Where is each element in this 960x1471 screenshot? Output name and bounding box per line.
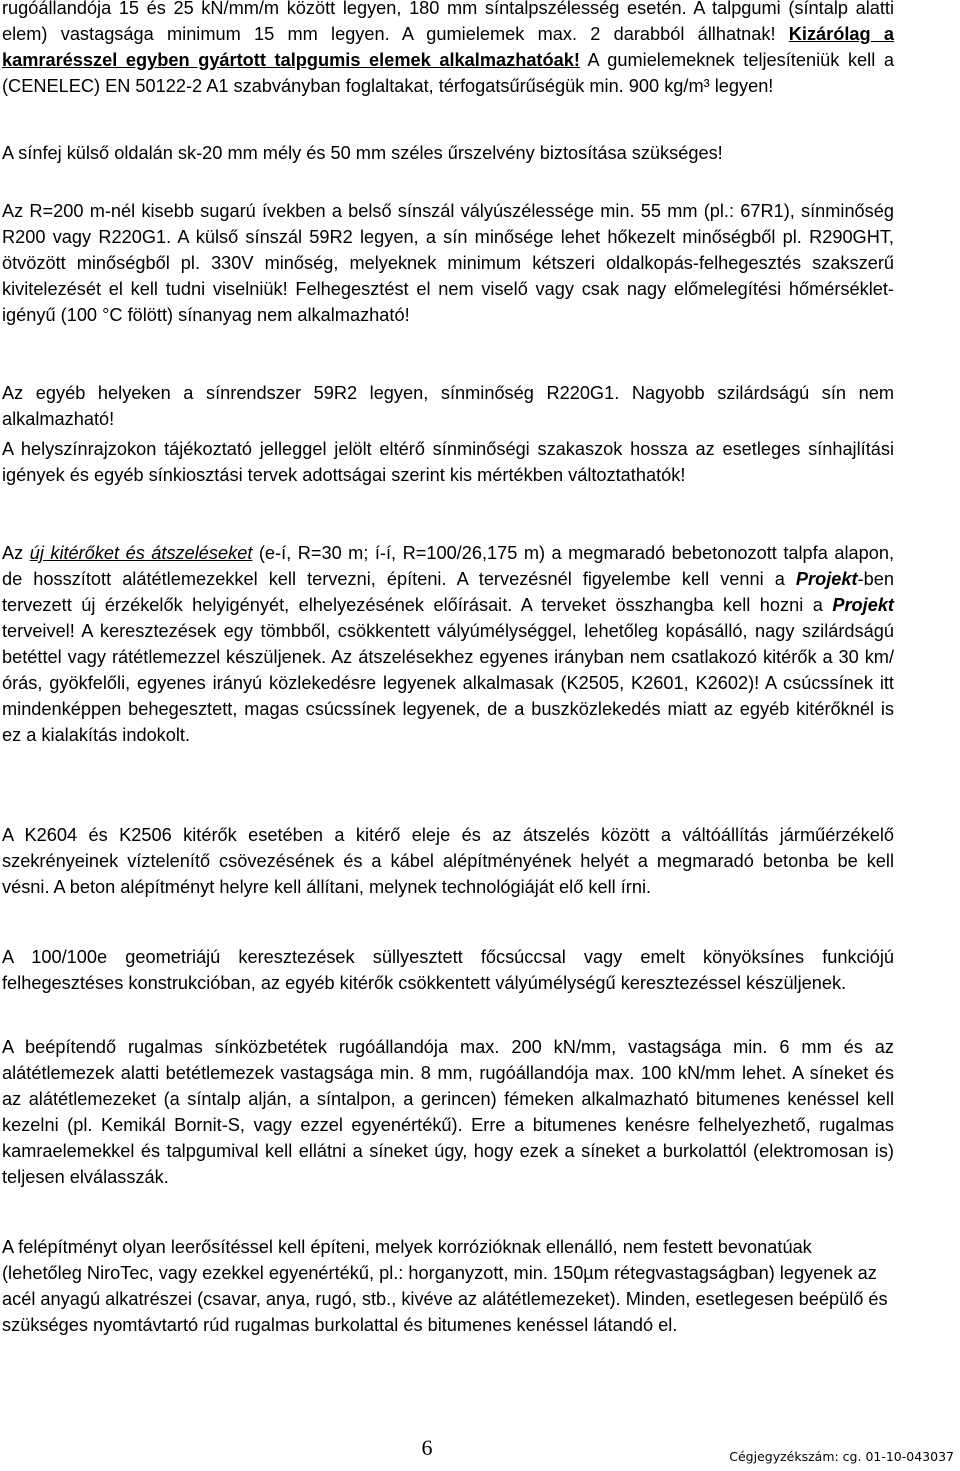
- text-run: Kizárólag a kamrarésszel egyben gyártott talpgumis elemek alkalmazhatóak!: [2, 24, 894, 70]
- text-run: A felépítményt olyan leerősítéssel kell építeni, melyek korrózióknak ellenálló, nem festett bevonatúak (lehetőleg NiroTec, vagy ezekkel egyenértékű, pl.: horganyzott, min. 150µm rétegvastagságban) legyenek az acél anyagú alkatrészei (csavar, anya, rugó, stb., kivéve az alátétlemezeket). Minden, esetlegesen beépülő és szükséges nyomtávtartó rúd rugalmas burkolattal és bitumenes kenéssel látandó el.: [2, 1237, 888, 1335]
- text-run: új kitérőket és átszeléseket: [29, 543, 253, 563]
- text-run: A beépítendő rugalmas sínközbetétek rugóállandója max. 200 kN/mm, vastagsága min. 6 mm és az alátétlemezek alatti betétlemezek vastagsága min. 8 mm, rugóállandója max. 100 kN/mm lehet. A síneket és az alátétlemezeket (a síntalp alján, a síntalpon, a gerincen) fémeken alkalmazható bitumenes kenéssel kell kezelni (pl. Kemikál Bornit-S, vagy ezzel egyenértékű). Erre a bitumenes kenésre felhelyezhető, rugalmas kamraelemekkel és talpgumival kell ellátni a síneket úgy, hogy ezek a síneket a burkolattól (elektromosan is) teljesen elválasszák.: [2, 1037, 894, 1187]
- text-run: -ben tervezett új érzékelők helyigényét, elhelyezésének előírásait. A terveket összhangba kell hozni a: [2, 569, 894, 615]
- text-run: Projekt: [795, 569, 858, 589]
- text-run: A gumielemeknek teljesíteniük kell a (CENELEC) EN 50122-2 A1 szabványban foglaltakat, térfogatsűrűségük min. 900 kg/m³ legyen!: [2, 50, 894, 96]
- paragraph: [2, 436, 894, 488]
- paragraph: [2, 540, 894, 748]
- paragraph: [2, 822, 894, 900]
- text-run: Projekt: [832, 595, 894, 615]
- paragraph: [2, 1234, 894, 1338]
- text-run: (e-í, R=30 m; í-í, R=100/26,175 m) a megmaradó bebetonozott talpfa alapon, de hosszított alátétlemezekkel kell tervezni, építeni. A tervezésnél figyelembe kell venni a: [2, 543, 894, 589]
- paragraph: [2, 140, 894, 166]
- text-run: Az egyéb helyeken a sínrendszer 59R2 legyen, sínminőség R220G1. Nagyobb szilárdságú sín nem alkalmazható!: [2, 383, 894, 429]
- text-run: A K2604 és K2506 kitérők esetében a kitérő eleje és az átszelés között a váltóállítás járműérzékelő szekrényeinek víztelenítő csövezésének és a kábel alépítményének helyét a megmaradó betonba be kell vésni. A beton alépítményt helyre kell állítani, melynek technológiáját elő kell írni.: [2, 825, 894, 897]
- text-run: Az R=200 m-nél kisebb sugarú ívekben a belső sínszál vályúszélessége min. 55 mm (pl.: 67R1), sínminőség R200 vagy R220G1. A külső sínszál 59R2 legyen, a sín minősége lehet hőkezelt minőségből pl. R290GHT, ötvözött minőségből pl. 330V minőség, melyeknek minimum kétszeri oldalkopás-felhegesztés szakszerű kivitelezését el kell tudni viselniük! Felhegesztést el nem viselő vagy csak nagy előmelegítési hőmérséklet-igényű (100 °C fölött) sínanyag nem alkalmazható!: [2, 201, 894, 325]
- text-run: A sínfej külső oldalán sk-20 mm mély és 50 mm széles űrszelvény biztosítása szükséges!: [2, 143, 723, 163]
- paragraph: [2, 944, 894, 996]
- text-run: A 100/100e geometriájú keresztezések süllyesztett főcsúccsal vagy emelt könyöksínes funkciójú felhegesztéses konstrukcióban, az egyéb kitérők csökkentett vályúmélységű keresztezéssel készüljenek.: [2, 947, 894, 993]
- text-run: rugóállandója 15 és 25 kN/mm/m között legyen, 180 mm síntalpszélesség esetén. A talpgumi (síntalp alatti elem) vastagsága minimum 15 mm legyen. A gumielemek max. 2 darabból állhatnak!: [2, 0, 894, 44]
- paragraph: [2, 380, 894, 432]
- company-registration-number: Cégjegyzékszám: cg. 01-10-043037: [729, 1449, 954, 1464]
- text-run: Az: [2, 543, 30, 563]
- paragraph: [2, 1034, 894, 1190]
- text-run: A helyszínrajzokon tájékoztató jelleggel jelölt eltérő sínminőségi szakaszok hossza az esetleges sínhajlítási igények és egyéb sínkiosztási tervek adottságai szerint kis mértékben változtathatók!: [2, 439, 894, 485]
- paragraph: [2, 0, 894, 99]
- paragraph: [2, 198, 894, 328]
- page-number: 6: [421, 1435, 433, 1460]
- text-run: terveivel! A keresztezések egy tömbből, csökkentett vályúmélységgel, lehetőleg kopásálló, nagy szilárdságú betéttel vagy rátétlemezzel készüljenek. Az átszelésekhez egyenes irányban nem csatlakozó kitérők a 30 km/órás, gyökfelőli, egyenes irányú közlekedésre legyenek alkalmasak (K2505, K2601, K2602)! A csúcssínek itt mindenképpen behegesztett, magas csúcssínek legyenek, de a buszközlekedés miatt az egyéb kitérőknél is ez a kialakítás indokolt.: [2, 621, 894, 745]
